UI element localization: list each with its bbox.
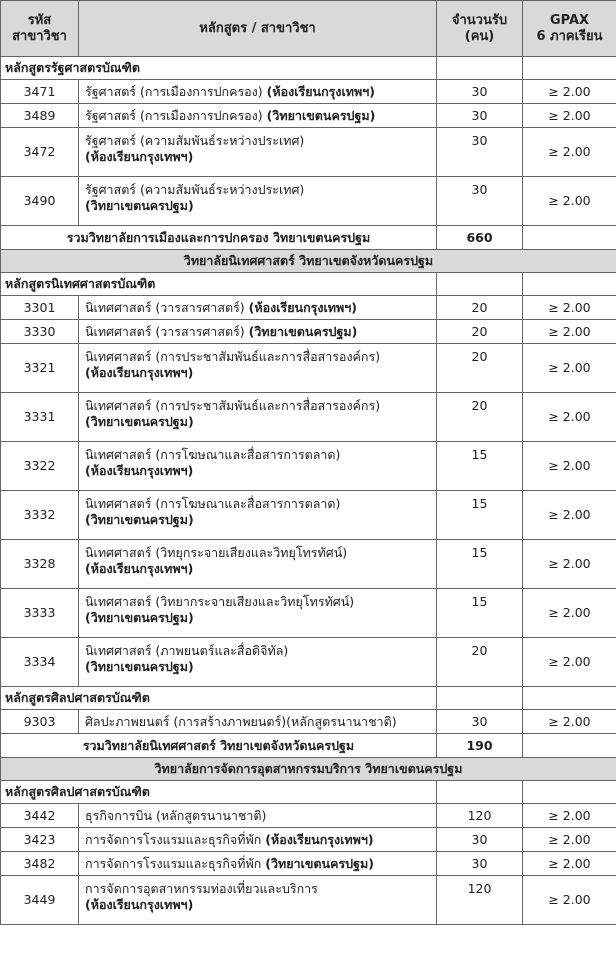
- program-seats-empty: [437, 687, 523, 710]
- table-row: [1, 344, 616, 393]
- row-gpax: ≥ 2.00: [523, 491, 616, 540]
- row-program: [79, 589, 437, 638]
- row-code: 3442: [1, 804, 79, 828]
- row-program-name: นิเทศศาสตร์ (วารสารศาสตร์): [85, 323, 245, 339]
- table-row: [1, 491, 616, 540]
- program-row: [1, 273, 616, 296]
- table-row: [1, 638, 616, 687]
- row-gpax: ≥ 2.00: [523, 296, 616, 320]
- header-seats-line1: จำนวนรับ: [451, 12, 508, 28]
- table-row: [1, 442, 616, 491]
- header-code-line2: สาขาวิชา: [12, 28, 67, 44]
- total-value: 190: [437, 734, 523, 758]
- table-row: [1, 128, 616, 177]
- row-campus: (วิทยาเขตนครปฐม): [85, 512, 194, 527]
- row-program: [79, 177, 437, 226]
- table-row: [1, 104, 616, 128]
- table-row: [1, 828, 616, 852]
- header-gpax-line2: 6 ภาคเรียน: [536, 28, 603, 44]
- row-program-name: นิเทศศาสตร์ (วิทยุกระจายเสียงและวิทยุโทรทัศน์): [85, 545, 348, 560]
- row-campus: (วิทยาเขตนครปฐม): [85, 414, 194, 429]
- program-gpax-empty: [523, 781, 616, 804]
- header-gpax-line1: GPAX: [549, 12, 590, 28]
- row-code: 3322: [1, 442, 79, 491]
- table-row: [1, 80, 616, 104]
- row-code: 3301: [1, 296, 79, 320]
- program-name: หลักสูตรศิลปศาสตรบัณฑิต: [1, 687, 437, 710]
- row-campus: (วิทยาเขตนครปฐม): [85, 659, 194, 674]
- row-seats: 120: [437, 876, 523, 925]
- program-row: [1, 687, 616, 710]
- row-campus: (วิทยาเขตนครปฐม): [265, 855, 374, 871]
- row-gpax: ≥ 2.00: [523, 104, 616, 128]
- row-seats: 30: [437, 710, 523, 734]
- program-row: [1, 57, 616, 80]
- row-seats: 20: [437, 344, 523, 393]
- row-seats: 15: [437, 589, 523, 638]
- row-gpax: ≥ 2.00: [523, 128, 616, 177]
- section-title-row: [1, 250, 616, 273]
- row-program: [79, 128, 437, 177]
- row-code: 3472: [1, 128, 79, 177]
- row-campus: (วิทยาเขตนครปฐม): [85, 198, 194, 213]
- row-gpax: ≥ 2.00: [523, 442, 616, 491]
- row-gpax: ≥ 2.00: [523, 589, 616, 638]
- row-program: [79, 442, 437, 491]
- row-code: 3334: [1, 638, 79, 687]
- row-campus: (วิทยาเขตนครปฐม): [85, 610, 194, 625]
- row-seats: 15: [437, 540, 523, 589]
- row-code: 3490: [1, 177, 79, 226]
- row-seats: 120: [437, 804, 523, 828]
- row-program-name: การจัดการอุตสาหกรรมท่องเที่ยวและบริการ: [85, 881, 318, 896]
- row-program-name: รัฐศาสตร์ (ความสัมพันธ์ระหว่างประเทศ): [85, 182, 305, 197]
- table-row: [1, 589, 616, 638]
- header-seats: [437, 1, 523, 57]
- row-program: [79, 828, 437, 852]
- row-seats: 20: [437, 393, 523, 442]
- program-name: หลักสูตรรัฐศาสตรบัณฑิต: [1, 57, 437, 80]
- table-row: [1, 393, 616, 442]
- row-program-name: รัฐศาสตร์ (การเมืองการปกครอง): [85, 83, 263, 99]
- row-gpax: ≥ 2.00: [523, 393, 616, 442]
- row-program: [79, 804, 437, 828]
- row-gpax: ≥ 2.00: [523, 804, 616, 828]
- row-program: [79, 296, 437, 320]
- header-gpax: [523, 1, 616, 57]
- row-gpax: ≥ 2.00: [523, 852, 616, 876]
- row-program-name: นิเทศศาสตร์ (การโฆษณาและสื่อสารการตลาด): [85, 496, 341, 511]
- header-seats-line2: (คน): [464, 28, 495, 44]
- row-code: 3423: [1, 828, 79, 852]
- row-code: 3332: [1, 491, 79, 540]
- row-campus: (วิทยาเขตนครปฐม): [248, 323, 358, 339]
- row-program-name: การจัดการโรงแรมและธุรกิจที่พัก: [85, 831, 262, 847]
- row-program-name: ธุรกิจการบิน (หลักสูตรนานาชาติ): [85, 807, 267, 823]
- row-campus: (ห้องเรียนกรุงเทพฯ): [248, 299, 357, 315]
- row-code: 3321: [1, 344, 79, 393]
- total-row: [1, 226, 616, 250]
- row-seats: 20: [437, 320, 523, 344]
- row-program: [79, 540, 437, 589]
- row-seats: 30: [437, 177, 523, 226]
- row-campus: (ห้องเรียนกรุงเทพฯ): [85, 463, 194, 478]
- row-campus: (ห้องเรียนกรุงเทพฯ): [85, 561, 194, 576]
- row-campus: (ห้องเรียนกรุงเทพฯ): [85, 149, 194, 164]
- table-row: [1, 876, 616, 925]
- table-row: [1, 177, 616, 226]
- total-row: [1, 734, 616, 758]
- header-row: [1, 1, 616, 57]
- row-program: [79, 393, 437, 442]
- row-campus: (ห้องเรียนกรุงเทพฯ): [266, 83, 375, 99]
- program-name: หลักสูตรนิเทศศาสตรบัณฑิต: [1, 273, 437, 296]
- row-code: 3333: [1, 589, 79, 638]
- total-label: รวมวิทยาลัยนิเทศศาสตร์ วิทยาเขตจังหวัดนครปฐม: [1, 734, 437, 758]
- program-gpax-empty: [523, 273, 616, 296]
- header-code: [1, 1, 79, 57]
- row-seats: 20: [437, 638, 523, 687]
- row-gpax: ≥ 2.00: [523, 80, 616, 104]
- row-gpax: ≥ 2.00: [523, 540, 616, 589]
- row-program-name: นิเทศศาสตร์ (วิทยากระจายเสียงและวิทยุโทรทัศน์): [85, 594, 355, 609]
- program-seats-empty: [437, 57, 523, 80]
- row-program-name: นิเทศศาสตร์ (การประชาสัมพันธ์และการสื่อสารองค์กร): [85, 398, 381, 413]
- row-code: 3331: [1, 393, 79, 442]
- row-code: 3489: [1, 104, 79, 128]
- row-gpax: ≥ 2.00: [523, 638, 616, 687]
- program-seats-empty: [437, 273, 523, 296]
- row-program-name: นิเทศศาสตร์ (การประชาสัมพันธ์และการสื่อสารองค์กร): [85, 349, 381, 364]
- total-empty: [523, 734, 616, 758]
- table-row: [1, 804, 616, 828]
- row-seats: 30: [437, 828, 523, 852]
- header-code-line1: รหัส: [27, 12, 52, 28]
- program-gpax-empty: [523, 57, 616, 80]
- row-program-name: การจัดการโรงแรมและธุรกิจที่พัก: [85, 855, 262, 871]
- total-value: 660: [437, 226, 523, 250]
- row-gpax: ≥ 2.00: [523, 320, 616, 344]
- row-seats: 30: [437, 104, 523, 128]
- row-seats: 30: [437, 852, 523, 876]
- row-program: [79, 491, 437, 540]
- row-program: [79, 852, 437, 876]
- table-row: [1, 852, 616, 876]
- row-program-name: นิเทศศาสตร์ (ภาพยนตร์และสื่อดิจิทัล): [85, 643, 289, 658]
- table-row: [1, 710, 616, 734]
- row-program-name: ศิลปะภาพยนตร์ (การสร้างภาพยนตร์)(หลักสูตรนานาชาติ): [85, 713, 397, 729]
- row-program-name: นิเทศศาสตร์ (การโฆษณาและสื่อสารการตลาด): [85, 447, 341, 462]
- row-code: 3471: [1, 80, 79, 104]
- row-program: [79, 104, 437, 128]
- section-title: วิทยาลัยการจัดการอุตสาหกรรมบริการ วิทยาเขตนครปฐม: [1, 758, 616, 781]
- row-code: 3449: [1, 876, 79, 925]
- row-program: [79, 80, 437, 104]
- row-seats: 20: [437, 296, 523, 320]
- total-empty: [523, 226, 616, 250]
- row-program-name: นิเทศศาสตร์ (วารสารศาสตร์): [85, 299, 245, 315]
- table-row: [1, 540, 616, 589]
- row-program-name: รัฐศาสตร์ (ความสัมพันธ์ระหว่างประเทศ): [85, 133, 305, 148]
- row-code: 3328: [1, 540, 79, 589]
- row-program: [79, 638, 437, 687]
- row-gpax: ≥ 2.00: [523, 177, 616, 226]
- row-code: 9303: [1, 710, 79, 734]
- row-program: [79, 876, 437, 925]
- section-title: วิทยาลัยนิเทศศาสตร์ วิทยาเขตจังหวัดนครปฐม: [1, 250, 616, 273]
- row-gpax: ≥ 2.00: [523, 876, 616, 925]
- row-program-name: รัฐศาสตร์ (การเมืองการปกครอง): [85, 107, 263, 123]
- row-seats: 15: [437, 442, 523, 491]
- program-gpax-empty: [523, 687, 616, 710]
- row-gpax: ≥ 2.00: [523, 828, 616, 852]
- program-row: [1, 781, 616, 804]
- row-campus: (ห้องเรียนกรุงเทพฯ): [85, 897, 194, 912]
- program-name: หลักสูตรศิลปศาสตรบัณฑิต: [1, 781, 437, 804]
- row-program: [79, 710, 437, 734]
- program-seats-empty: [437, 781, 523, 804]
- header-program: หลักสูตร / สาขาวิชา: [79, 1, 437, 57]
- row-gpax: ≥ 2.00: [523, 710, 616, 734]
- row-campus: (วิทยาเขตนครปฐม): [266, 107, 376, 123]
- section-title-row: [1, 758, 616, 781]
- row-seats: 15: [437, 491, 523, 540]
- row-seats: 30: [437, 80, 523, 104]
- total-label: รวมวิทยาลัยการเมืองและการปกครอง วิทยาเขตนครปฐม: [1, 226, 437, 250]
- row-program: [79, 344, 437, 393]
- table-row: [1, 296, 616, 320]
- row-gpax: ≥ 2.00: [523, 344, 616, 393]
- row-campus: (ห้องเรียนกรุงเทพฯ): [85, 365, 194, 380]
- row-seats: 30: [437, 128, 523, 177]
- row-program: [79, 320, 437, 344]
- table-row: [1, 320, 616, 344]
- row-campus: (ห้องเรียนกรุงเทพฯ): [265, 831, 374, 847]
- row-code: 3482: [1, 852, 79, 876]
- row-code: 3330: [1, 320, 79, 344]
